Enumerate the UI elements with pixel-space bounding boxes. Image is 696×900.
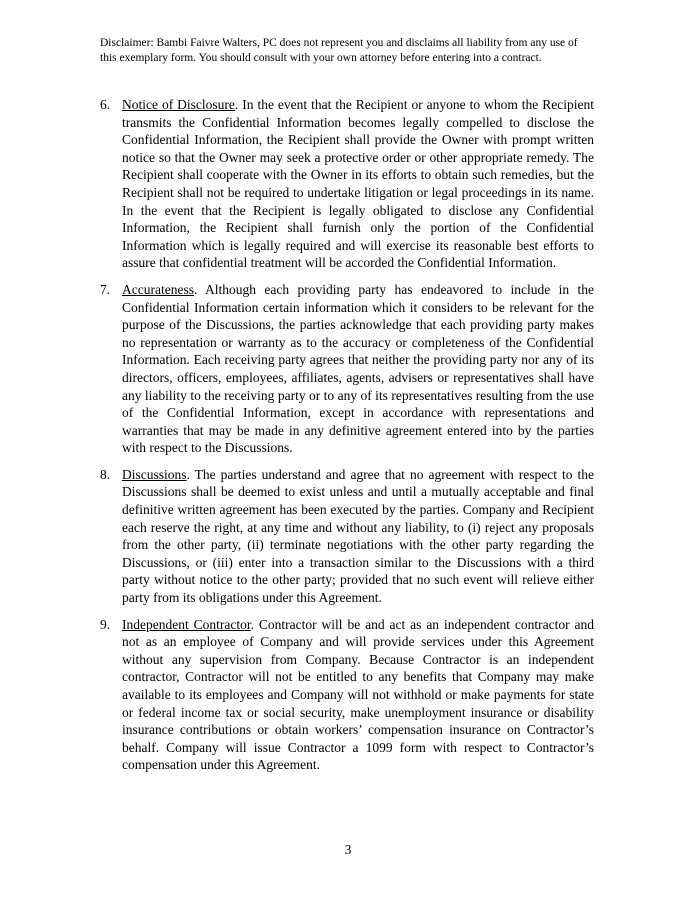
clause-body-text: . In the event that the Recipient or anyone to whom the Recipient transmits the Confidential Information becomes legally compelled to disclose the Confidential Information, the Recipient shall provide the Owner with prompt written notice so that the Owner may seek a protective order or other appropriate remedy. The Recipient shall cooperate with the Owner in its efforts to obtain such remedies, but the Recipient shall not be required to undertake litigation or legal proceedings in its name. In the event that the Recipient is legally obligated to disclose any Confidential Information, the Recipient shall furnish only the portion of the Confidential Information which is legally required and will exercise its reasonable best efforts to assure that confidential treatment will be accorded the Confidential Information. <box>122 97 594 271</box>
clause-text <box>122 281 594 457</box>
clause-body-text: . Although each providing party has endeavored to include in the Confidential Information certain information which it considers to be relevant for the purpose of the Discussions, the parties acknowledge that each providing party makes no representation or warranty as to the accuracy or completeness of the Confidential Information. Each receiving party agrees that neither the providing party nor any of its directors, officers, employees, affiliates, agents, advisers or representatives shall have any liability to the receiving party or to any of its representatives resulting from the use of the Confidential Information, except in accordance with representations and warranties that may be made in any definitive agreement entered into by the parties with respect to the Discussions. <box>122 281 594 456</box>
clause-accurateness <box>100 281 594 457</box>
clause-discussions <box>100 466 594 607</box>
clause-text <box>122 466 594 607</box>
clause-independent-contractor <box>100 616 594 774</box>
clause-heading: Independent Contractor <box>122 616 251 632</box>
disclaimer-text: Disclaimer: Bambi Faivre Walters, PC does not represent you and disclaims all liability from any use of this exemplary form. You should consult with your own attorney before entering into a contract. <box>100 37 578 64</box>
clause-heading: Discussions <box>122 466 187 482</box>
clause-text <box>122 616 594 774</box>
clause-body-text: . The parties understand and agree that no agreement with respect to the Discussions shall be deemed to exist unless and until a mutually acceptable and final definitive written agreement has been executed by the parties. Company and Recipient each reserve the right, at any time and without any liability, to (i) reject any proposals from the other party, (ii) terminate negotiations with the other party regarding the Discussions, or (iii) enter into a transaction similar to the Discussions with a third party without notice to the other party; provided that no such event will relieve either party from its obligations under this Agreement. <box>122 466 594 606</box>
clause-number: 7. <box>100 281 111 297</box>
clause-number: 6. <box>100 97 111 112</box>
clause-body-text: . Contractor will be and act as an independent contractor and not as an employee of Company and will provide services under this Agreement without any supervision from Company. Because Contractor is an independent contractor, Contractor will not be entitled to any benefits that Company may make available to its employees and Company will not withhold or make payments for state or federal income tax or social security, make unemployment insurance or disability insurance contributions or obtain workers’ compensation insurance on Contractor’s behalf. Company will issue Contractor a 1099 form with respect to Contractor’s compensation under this Agreement. <box>122 616 594 773</box>
contract-clauses <box>100 96 594 783</box>
clause-text <box>122 96 594 272</box>
clause-notice-of-disclosure <box>100 96 594 272</box>
page-number: 3 <box>344 842 352 857</box>
clause-number: 9. <box>100 616 111 632</box>
clause-heading: Accurateness <box>122 281 194 297</box>
clause-number: 8. <box>100 466 111 482</box>
clause-heading: Notice of Disclosure <box>122 97 235 112</box>
